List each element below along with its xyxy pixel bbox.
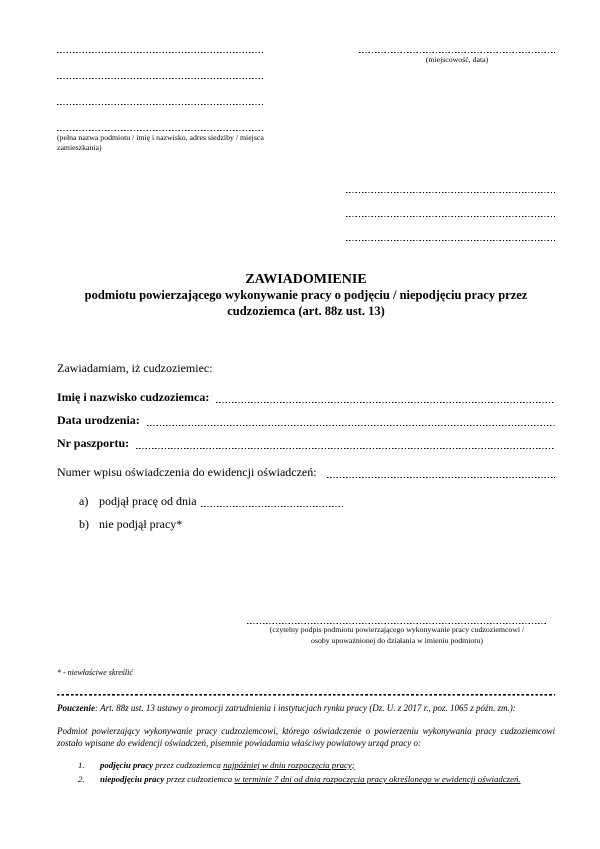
legal-notice-paragraph: Podmiot powierzający wykonywanie pracy cudzoziemcowi, którego oświadczenie o powierzeniu wykonywania pracy cudzoziemcowi zostało wpisane do ewidencji oświadczeń, pisemnie powiadamia właściwy powiatowy urząd pracy o: — [57, 725, 555, 748]
fill-in-line — [57, 96, 265, 105]
submitter-block — [57, 44, 265, 152]
field-label: Imię i nazwisko cudzoziemca: — [57, 390, 210, 405]
fill-in-line — [216, 390, 555, 405]
signature-caption: (czytelny podpis podmiotu powierzającego wykonywanie pracy cudzoziemcowi / — [269, 625, 525, 635]
legal-notice-item — [78, 773, 555, 785]
legal-notice-heading — [57, 702, 555, 714]
item-bold-text: niepodjęciu pracy — [100, 773, 165, 784]
item-mid-text: przez cudzoziemca — [164, 773, 235, 784]
legal-notice-lead: Pouczenie — [57, 702, 95, 713]
item-mid-text: przez cudzoziemca — [153, 759, 224, 770]
dashed-divider — [57, 694, 555, 696]
option-b-row — [79, 517, 555, 532]
item-text — [100, 773, 521, 785]
signature-caption: osoby upoważnionej do działania w imieniu podmiotu) — [311, 635, 483, 645]
title-block — [57, 271, 555, 319]
fill-in-line — [346, 208, 555, 217]
intro-text: Zawiadamiam, iż cudzoziemiec: — [57, 361, 213, 376]
fill-in-line — [136, 436, 555, 451]
item-bold-text: podjęciu pracy — [100, 759, 154, 770]
submitter-caption: (pełna nazwa podmiotu / imię i nazwisko, adres siedziby / miejsca zamieszkania) — [57, 133, 264, 152]
field-row-name — [57, 390, 555, 405]
fill-in-line — [57, 122, 265, 131]
option-text: podjął pracę od dnia — [99, 494, 197, 509]
registry-number-row — [57, 465, 555, 480]
option-marker: b) — [79, 517, 89, 532]
signature-block — [247, 615, 547, 646]
signature-line — [247, 615, 547, 624]
fill-in-line — [327, 465, 555, 480]
option-a-row — [79, 494, 555, 509]
item-underlined-text: najpóźniej w dniu rozpoczęcia pracy; — [223, 759, 355, 770]
fill-in-line — [346, 232, 555, 241]
legal-notice-item — [78, 759, 555, 771]
item-text — [100, 759, 355, 771]
fill-in-line — [57, 44, 265, 53]
form-header — [57, 44, 555, 152]
fill-in-line — [57, 70, 265, 79]
field-row-passport — [57, 436, 555, 451]
document-title: ZAWIADOMIENIE — [245, 272, 367, 288]
place-date-caption: (miejscowość, data) — [425, 55, 489, 64]
document-subtitle: podmiotu powierzającego wykonywanie pracy o podjęciu / niepodjęciu pracy przez cudzoziemca (art. 88z ust. 13) — [84, 288, 528, 318]
fill-in-line — [346, 184, 555, 193]
registry-label: Numer wpisu oświadczenia do ewidencji oświadczeń: — [57, 465, 317, 480]
place-date-block — [359, 44, 555, 64]
fields-section — [57, 390, 555, 451]
field-row-birthdate — [57, 413, 555, 428]
item-number: 1. — [78, 759, 85, 770]
option-text: nie podjął pracy* — [99, 517, 183, 532]
fill-in-line — [147, 413, 555, 428]
options-section — [57, 494, 555, 532]
item-number: 2. — [78, 773, 85, 784]
fill-in-line — [359, 44, 555, 53]
legal-notice-list — [57, 759, 555, 785]
legal-notice-reference: : Art. 88z ust. 13 ustawy o promocji zatrudnienia i instytucjach rynku pracy (Dz. U. z 2017 r., poz. 1065 z późn. zm.): — [95, 702, 516, 713]
option-marker: a) — [79, 494, 89, 509]
field-label: Nr paszportu: — [57, 436, 130, 451]
item-underlined-text: w terminie 7 dni od dnia rozpoczęcia pracy określonego w ewidencji oświadczeń. — [234, 773, 521, 784]
fill-in-line — [201, 494, 343, 509]
asterisk-footnote: * - niewłaściwe skreślić — [57, 667, 133, 677]
field-label: Data urodzenia: — [57, 413, 140, 428]
addressee-block — [346, 184, 555, 241]
